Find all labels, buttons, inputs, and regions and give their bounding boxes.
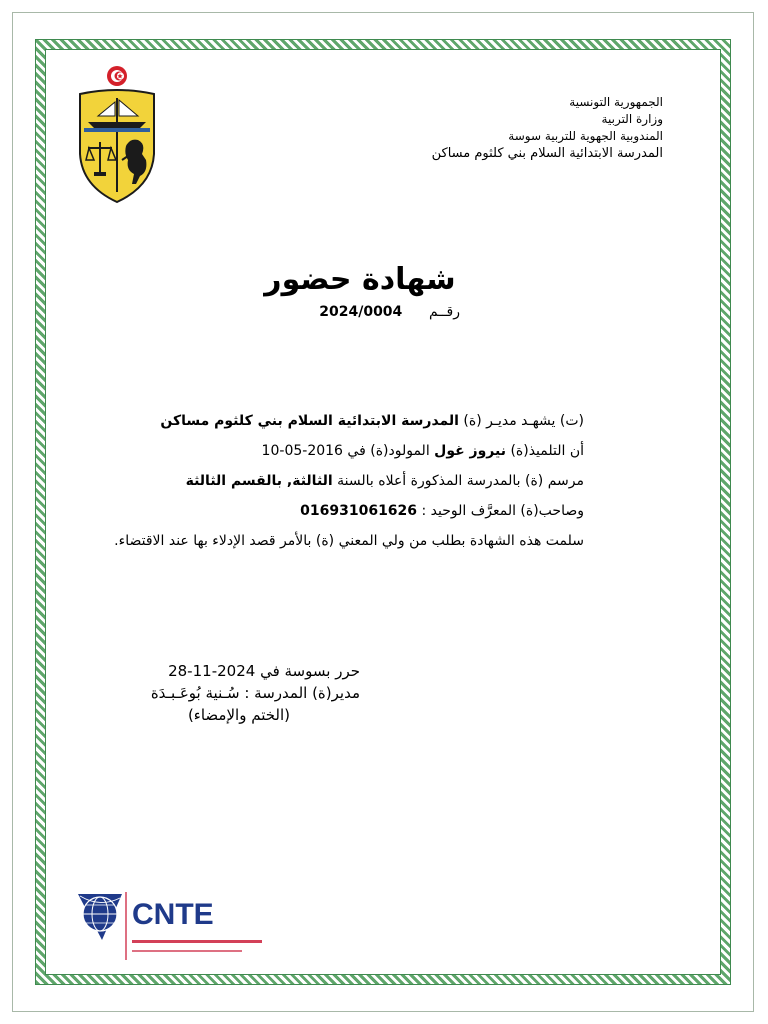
header-republic: الجمهورية التونسية: [569, 95, 663, 109]
body-line-3-prefix: مرسم (ة) بالمدرسة المذكورة أعلاه بالسنة: [337, 473, 584, 489]
place-date-prefix: حرر بسوسة في: [260, 662, 360, 680]
seal-note: (الختم والإمضاء): [187, 706, 290, 724]
place-date-line: [110, 660, 360, 682]
birth-date: 2016-05-10: [261, 443, 343, 459]
certificate-number: [300, 304, 460, 320]
body-school-name: المدرسة الابتدائية السلام بني كلثوم مساكن: [160, 413, 459, 429]
body-line-2-mid: المولود(ة) في: [347, 443, 430, 459]
body-line-3: [64, 466, 584, 496]
issue-date: 2024-11-28: [168, 662, 256, 680]
student-name: نيروز غول: [434, 443, 506, 459]
cnte-globe-logo-icon: [76, 888, 266, 962]
body-line-4-prefix: وصاحب(ة) المعرَّف الوحيد :: [421, 503, 584, 519]
signature-block: [110, 660, 360, 726]
cnte-brand-text: CNTE: [132, 898, 214, 931]
certificate-title: شهادة حضور: [264, 262, 456, 297]
body-line-2-prefix: أن التلميذ(ة): [510, 443, 584, 459]
body-line-4: [64, 496, 584, 526]
header-regional: المندوبية الجهوية للتربية سوسة: [508, 129, 663, 143]
body-line-2: [64, 436, 584, 466]
student-id: 016931061626: [300, 503, 418, 519]
tunisia-coat-of-arms-icon: [74, 64, 160, 204]
number-label: رقــم: [429, 304, 460, 320]
body-line-1-prefix: (ت) يشهـد مديـر (ة): [463, 413, 584, 429]
director-name: سُـنية بُوعَـبـدَة: [150, 684, 240, 702]
body-line-5: سلمت هذه الشهادة بطلب من ولي المعني (ة) بالأمر قصد الإدلاء بها عند الاقتضاء.: [114, 533, 584, 549]
student-class: الثالثة, بالقسم الثالثة: [185, 473, 333, 489]
issuer-header: [283, 94, 663, 162]
header-school: المدرسة الابتدائية السلام بني كلثوم مساكن: [431, 146, 663, 161]
number-value: 2024/0004: [319, 304, 403, 320]
body-line-1: [64, 406, 584, 436]
certificate-body: [64, 406, 584, 556]
director-line: [110, 682, 360, 704]
director-label: مدير(ة) المدرسة :: [244, 684, 360, 702]
header-ministry: وزارة التربية: [601, 112, 663, 126]
